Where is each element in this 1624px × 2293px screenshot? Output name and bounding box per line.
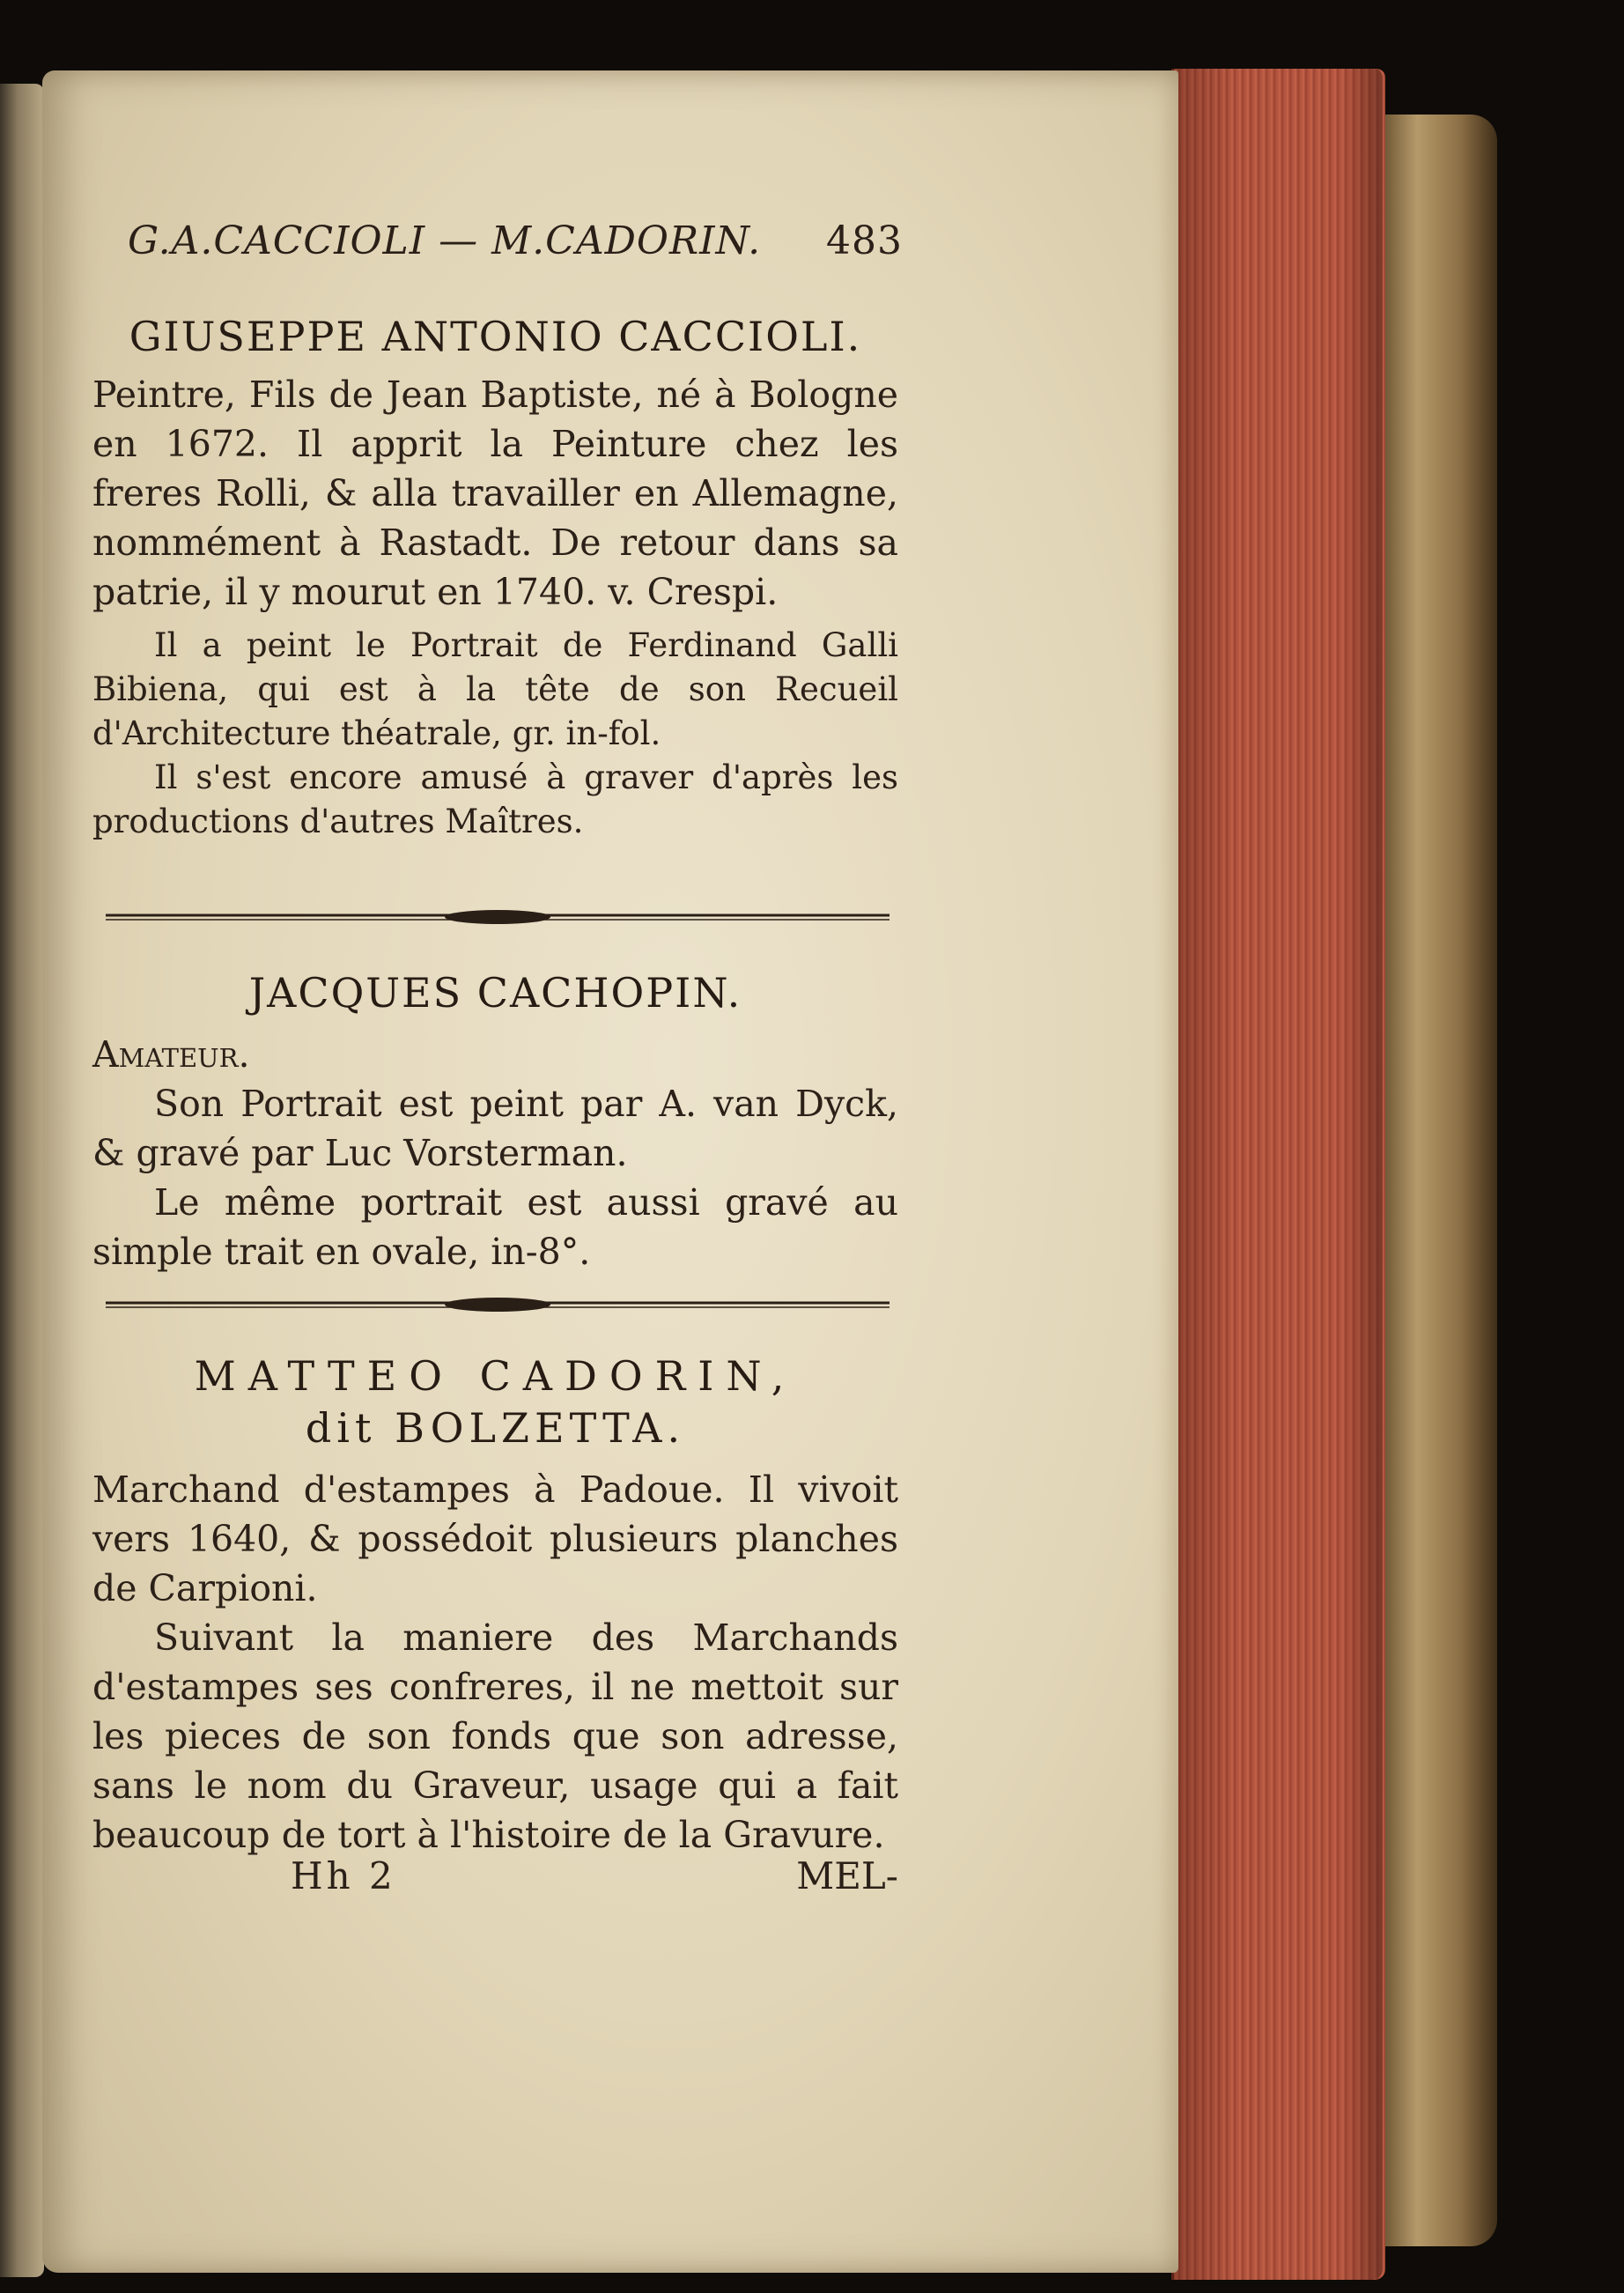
catchword: MEL-	[796, 1854, 898, 1897]
facing-page-edge	[0, 84, 44, 2277]
page-footer	[291, 1854, 898, 1907]
entry-note: Il s'est encore amusé à graver d'après les productions d'autres Maîtres.	[92, 758, 898, 841]
entry-cadorin	[92, 1352, 898, 1860]
entry-title: JACQUES CACHOPIN.	[248, 969, 742, 1017]
entry-title: GIUSEPPE ANTONIO CACCIOLI.	[129, 313, 862, 360]
running-head	[128, 218, 903, 271]
entry-note: Son Portrait est peint par A. van Dyck, & gravé par Luc Vorsterman.	[92, 1083, 898, 1175]
entry-note: Suivant la maniere des Marchands d'estampes ses confreres, il ne mettoit sur les pieces de son fonds que son adresse, sans le nom du Graveur, usage qui a fait beaucoup de tort à l'histoire de la Gravure.	[92, 1616, 898, 1857]
ornamental-rule	[106, 907, 890, 927]
entry-cachopin	[92, 969, 898, 1276]
running-head-title: G.A.CACCIOLI — M.CADORIN.	[128, 218, 762, 263]
page-number: 483	[826, 218, 903, 263]
entry-note: Le même portrait est aussi gravé au simple trait en ovale, in-8°.	[92, 1181, 898, 1274]
leather-cover	[1374, 115, 1497, 2246]
entry-description: Marchand d'estampes à Padoue. Il vivoit vers 1640, & possédoit plusieurs planches de Carpioni.	[92, 1468, 898, 1610]
entry-title: MATTEO CADORIN,	[194, 1352, 797, 1400]
entry-caccioli	[92, 313, 898, 844]
entry-description: Peintre, Fils de Jean Baptiste, né à Bologne en 1672. Il apprit la Peinture chez les freres Rolli, & alla travailler en Allemagne, nommément à Rastadt. De retour dans sa patrie, il y mourut en 1740. v. Crespi.	[92, 374, 898, 614]
ornamental-rule	[106, 1295, 890, 1314]
signature-mark: Hh 2	[291, 1854, 396, 1897]
entry-subtitle: dit BOLZETTA.	[305, 1404, 686, 1453]
entry-description: Amateur.	[92, 1033, 250, 1076]
entry-note: Il a peint le Portrait de Ferdinand Galli Bibiena, qui est à la tête de son Recueil d'Architecture théatrale, gr. in-fol.	[92, 626, 898, 753]
